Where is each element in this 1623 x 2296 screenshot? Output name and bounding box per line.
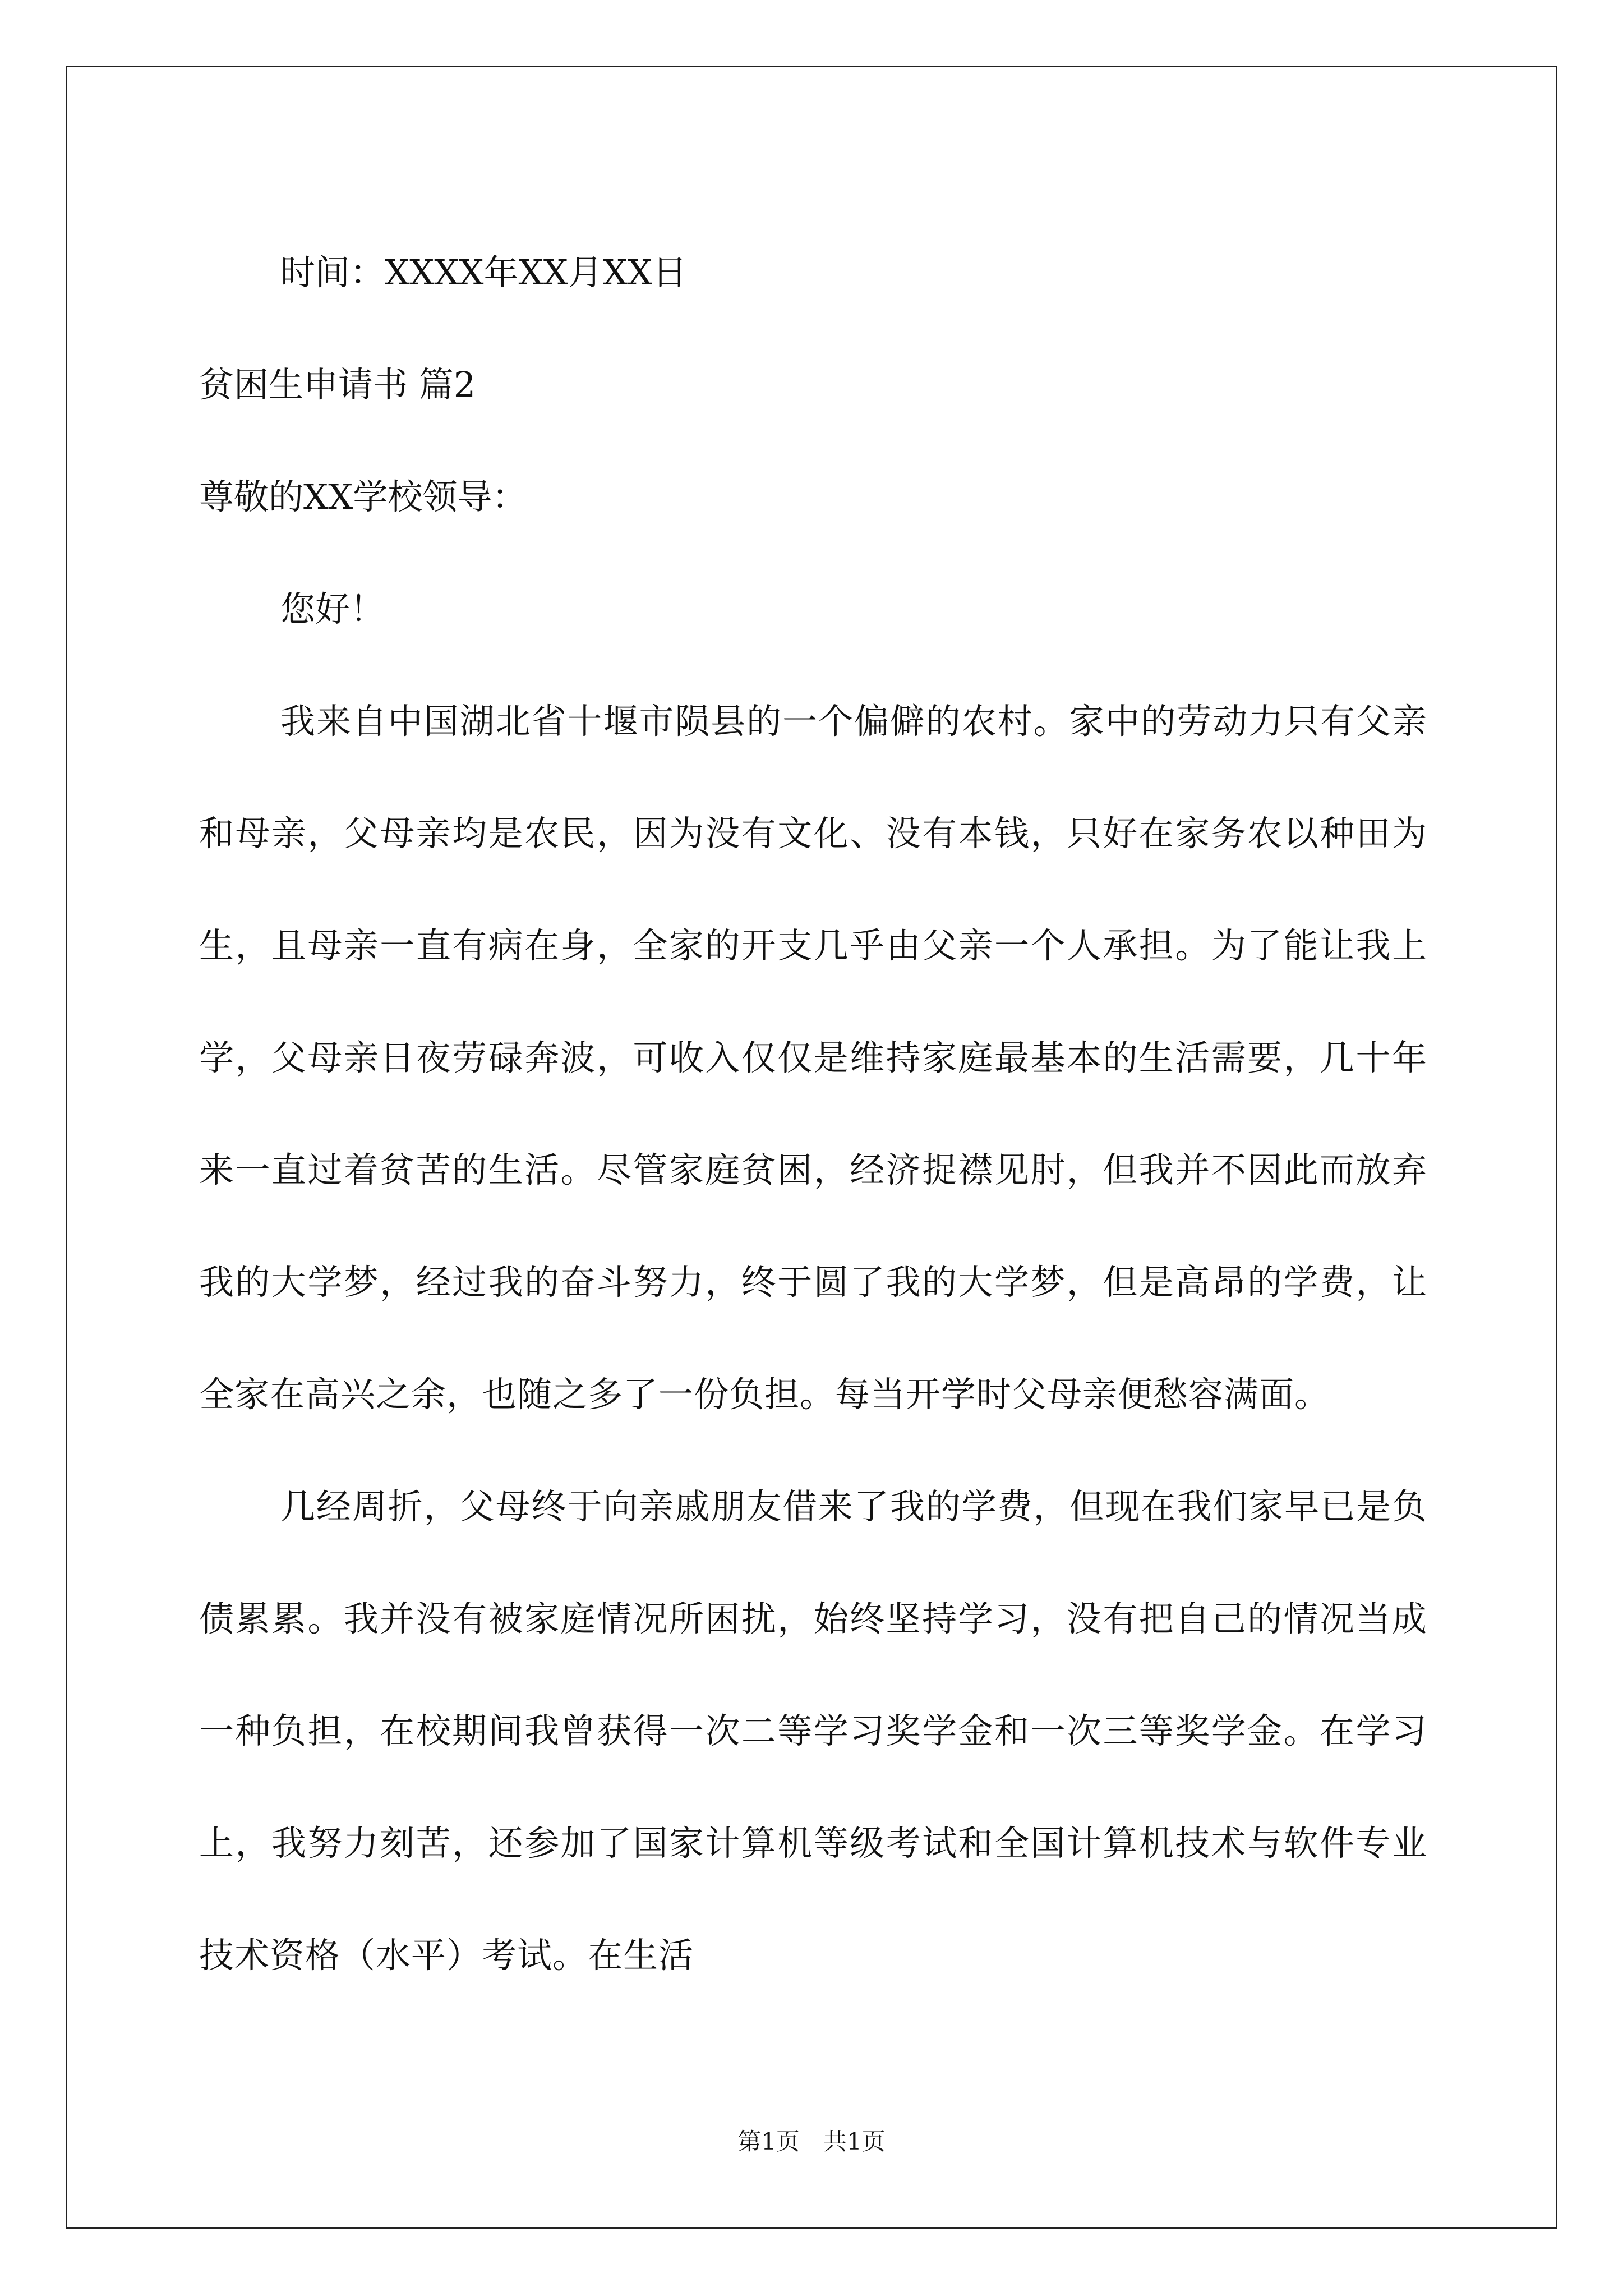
salutation: 尊敬的XX学校领导： <box>199 476 527 517</box>
paragraph-1: 我来自中国湖北省十堰市陨县的一个偏僻的农村。家中的劳动力只有父亲和母亲，父母亲均是农民，因为没有文化、没有本钱，只好在家务农以种田为生，且母亲一直有病在身，全家的开支几乎由父亲一个人承担。为了能让我上学，父母亲日夜劳碌奔波，可收入仅仅是维持家庭最基本的生活需要，几十年来一直过着贫苦的生活。尽管家庭贫困，经济捉襟见肘，但我并不因此而放弃我的大学梦，经过我的奋斗努力，终于圆了我的大学梦，但是高昂的学费，让全家在高兴之余，也随之多了一份负担。每当开学时父母亲便愁容满面。 <box>199 701 1427 1415</box>
paragraph-2: 几经周折，父母终于向亲戚朋友借来了我的学费，但现在我们家早已是负债累累。我并没有被家庭情况所困扰，始终坚持学习，没有把自己的情况当成一种负担，在校期间我曾获得一次二等学习奖学金和一次三等奖学金。在学习上，我努力刻苦，还参加了国家计算机等级考试和全国计算机技术与软件专业技术资格（水平）考试。在生活 <box>199 1486 1427 1976</box>
page-footer: 第1页 共1页 <box>737 2128 886 2155</box>
section-title: 贫困生申请书 篇2 <box>199 364 476 405</box>
document-body <box>199 217 1427 2012</box>
greeting: 您好！ <box>280 588 385 629</box>
date-line: 时间：XXXX年XX月XX日 <box>280 252 688 293</box>
